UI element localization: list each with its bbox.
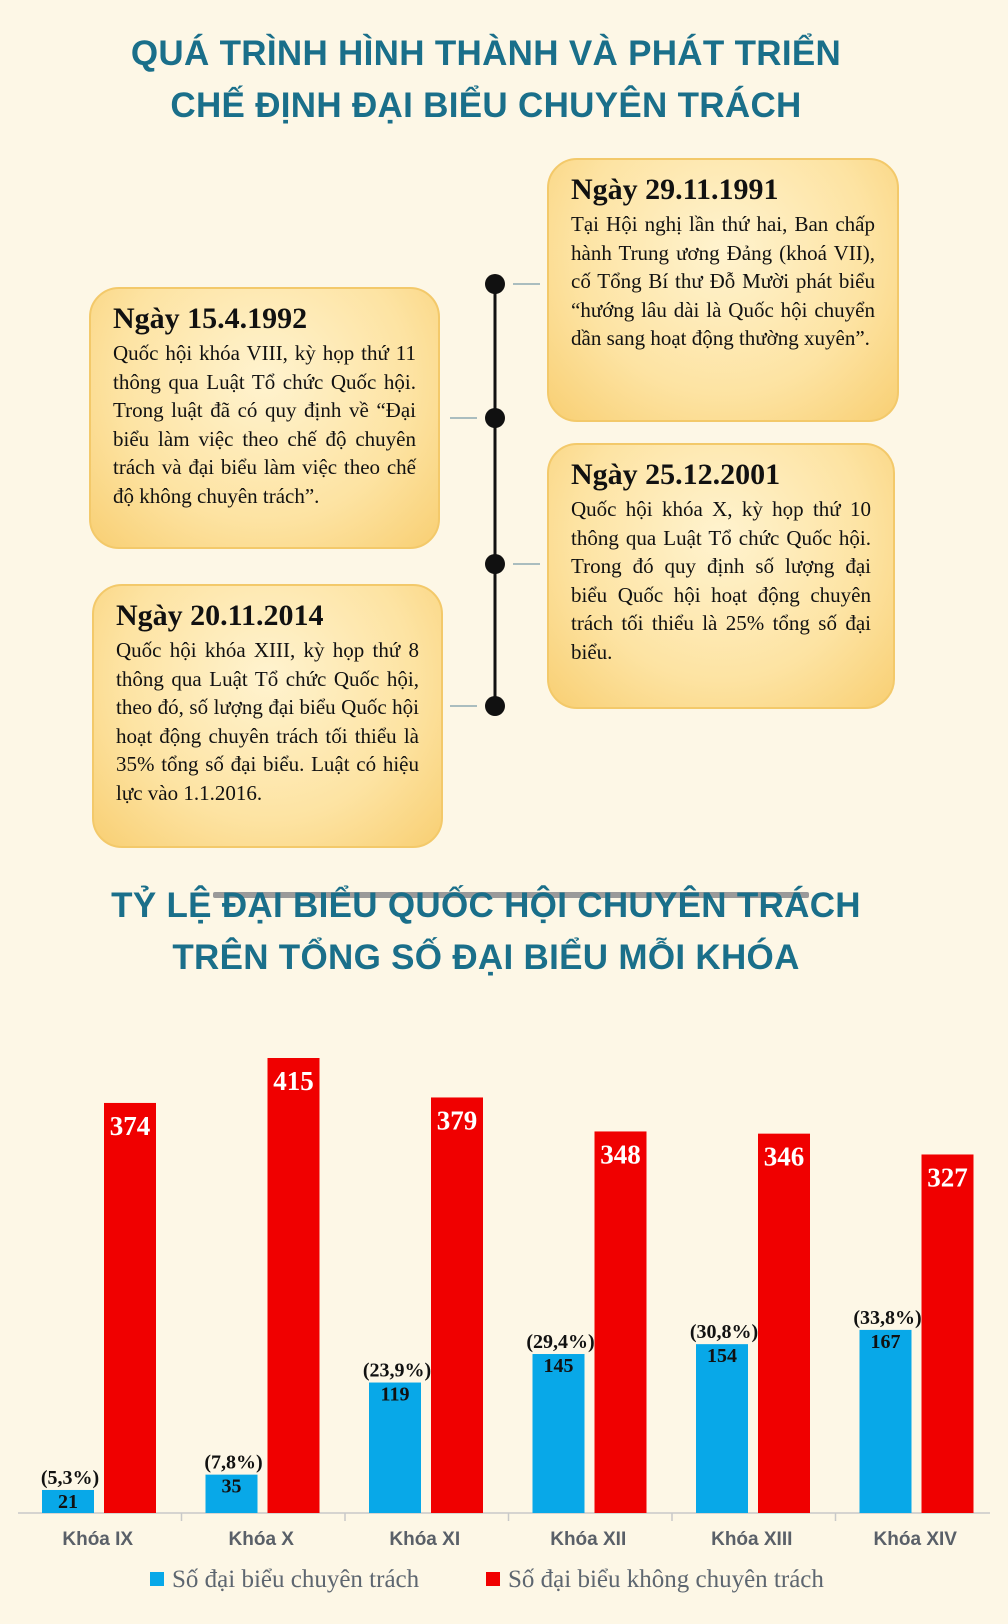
- legend-swatch: [150, 1572, 164, 1586]
- timeline-dot-3: [485, 554, 505, 574]
- legend-label: Số đại biểu chuyên trách: [172, 1566, 420, 1593]
- percent-label: (29,4%): [526, 1331, 595, 1354]
- page-title-line-1: QUÁ TRÌNH HÌNH THÀNH VÀ PHÁT TRIỂN: [130, 34, 842, 73]
- category-label: Khóa XI: [389, 1529, 461, 1550]
- bar-khong-chuyen-trach: [268, 1058, 320, 1513]
- bar-chuyen-trach: [533, 1354, 585, 1513]
- data-label-chuyen-trach: 35: [221, 1475, 242, 1498]
- percent-label: (5,3%): [40, 1466, 100, 1489]
- data-label-chuyen-trach: 145: [543, 1355, 574, 1378]
- timeline-card-1991: [547, 158, 899, 422]
- legend-label: Số đại biểu không chuyên trách: [508, 1566, 824, 1593]
- percent-label: (7,8%): [204, 1451, 263, 1474]
- chart-title: [0, 880, 972, 984]
- card-date: Ngày 29.11.1991: [571, 173, 779, 206]
- card-date: Ngày 25.12.2001: [571, 458, 781, 491]
- bar-khong-chuyen-trach: [104, 1103, 156, 1513]
- data-label-khong-chuyen-trach: 327: [927, 1162, 968, 1193]
- bar-khong-chuyen-trach: [758, 1134, 810, 1513]
- card-date: Ngày 20.11.2014: [116, 599, 324, 632]
- category-label: Khóa X: [228, 1529, 294, 1550]
- bar-chart: [0, 1000, 1008, 1560]
- card-text: Quốc hội khóa XIII, kỳ họp thứ 8 thông qua Luật Tổ chức Quốc hội, theo đó, số lượng đại biểu Quốc hội hoạt động chuyên trách tối thiểu là 35% tổng số đại biểu. Luật có hiệu lực vào 1.1.2016.: [116, 638, 419, 805]
- data-label-chuyen-trach: 119: [380, 1383, 410, 1406]
- category-label: Khóa XIII: [711, 1529, 793, 1550]
- card-text: Quốc hội khóa X, kỳ họp thứ 10 thông qua Luật Tổ chức Quốc hội. Trong đó quy định số lượng đại biểu Quốc hội hoạt động chuyên trách tối thiểu là 25% tổng số đại biểu.: [571, 497, 871, 664]
- percent-label: (30,8%): [689, 1321, 759, 1344]
- data-label-khong-chuyen-trach: 374: [109, 1110, 151, 1141]
- chart-title-line-1: TỶ LỆ ĐẠI BIỂU QUỐC HỘI CHUYÊN TRÁCH: [111, 886, 861, 925]
- page-title-line-2: CHẾ ĐỊNH ĐẠI BIỂU CHUYÊN TRÁCH: [170, 86, 802, 125]
- data-label-khong-chuyen-trach: 346: [763, 1141, 805, 1172]
- bar-chuyen-trach: [860, 1330, 912, 1513]
- bar-khong-chuyen-trach: [431, 1097, 483, 1513]
- timeline-card-1992: [89, 287, 440, 549]
- card-text: Tại Hội nghị lần thứ hai, Ban chấp hành Trung ương Đảng (khoá VII), cố Tổng Bí thư Đỗ Mười phát biểu “hướng lâu dài là Quốc hội chuyển dần sang hoạt động thường xuyên”.: [571, 212, 875, 350]
- bar-chuyen-trach: [696, 1344, 748, 1513]
- category-label: Khóa IX: [62, 1529, 134, 1550]
- timeline-dot-1: [485, 274, 505, 294]
- legend-item-chuyen-trach: [150, 1566, 419, 1594]
- bar-khong-chuyen-trach: [922, 1154, 974, 1513]
- card-text: Quốc hội khóa VIII, kỳ họp thứ 11 thông qua Luật Tổ chức Quốc hội. Trong luật đã có quy định về “Đại biểu làm việc theo chế độ chuyên trách và đại biểu làm việc theo chế độ không chuyên trách”.: [113, 341, 416, 508]
- timeline-dot-2: [485, 408, 505, 428]
- data-label-chuyen-trach: 167: [870, 1330, 901, 1353]
- card-date: Ngày 15.4.1992: [113, 302, 308, 335]
- data-label-khong-chuyen-trach: 348: [600, 1139, 641, 1170]
- timeline-card-2014: [92, 584, 443, 848]
- legend-item-khong-chuyen-trach: [486, 1566, 824, 1594]
- category-label: Khóa XII: [550, 1529, 627, 1550]
- chart-title-line-2: TRÊN TỔNG SỐ ĐẠI BIỂU MỖI KHÓA: [172, 938, 800, 977]
- timeline-dot-4: [485, 696, 505, 716]
- legend-swatch: [486, 1572, 500, 1586]
- data-label-chuyen-trach: 154: [707, 1345, 737, 1368]
- data-label-khong-chuyen-trach: 379: [436, 1105, 478, 1136]
- data-label-chuyen-trach: 21: [58, 1490, 78, 1513]
- percent-label: (23,9%): [362, 1359, 432, 1382]
- bar-khong-chuyen-trach: [595, 1131, 647, 1513]
- timeline-card-2001: [547, 443, 895, 709]
- category-label: Khóa XIV: [873, 1529, 957, 1550]
- percent-label: (33,8%): [853, 1306, 922, 1329]
- data-label-khong-chuyen-trach: 415: [273, 1066, 314, 1096]
